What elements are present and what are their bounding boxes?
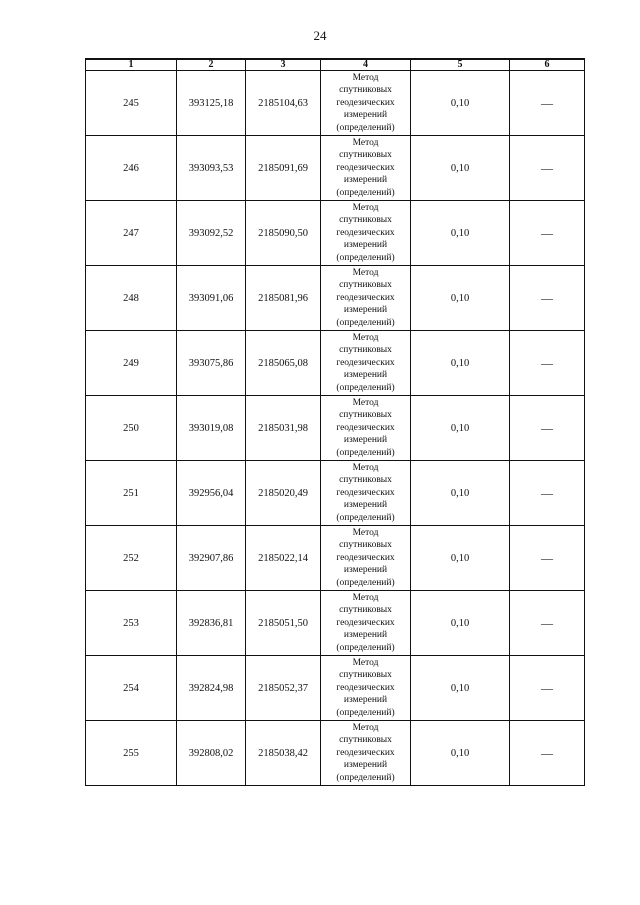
- method-line: спутниковых: [339, 280, 392, 291]
- method-line: измерений: [343, 110, 388, 121]
- point-number-cell: 255: [86, 721, 177, 786]
- page-number: 24: [313, 28, 327, 43]
- method-line: спутниковых: [339, 410, 392, 421]
- point-number-cell: 245: [86, 71, 177, 136]
- method-line: измерений: [343, 305, 388, 316]
- method-line: измерений: [343, 565, 388, 576]
- table-row: [86, 266, 585, 331]
- method-cell: [321, 721, 411, 786]
- note-cell: —: [510, 136, 585, 201]
- accuracy-cell: 0,10: [411, 266, 510, 331]
- method-line: геодезических: [336, 97, 395, 108]
- method-line: спутниковых: [339, 85, 392, 96]
- method-line: геодезических: [336, 552, 395, 563]
- method-line: (определений): [336, 252, 395, 263]
- x-coordinate-cell: 392836,81: [177, 591, 246, 656]
- method-line: (определений): [336, 707, 395, 718]
- note-cell: —: [510, 526, 585, 591]
- accuracy-cell: 0,10: [411, 656, 510, 721]
- method-cell: [321, 71, 411, 136]
- note-cell: —: [510, 396, 585, 461]
- method-line: Метод: [352, 657, 379, 668]
- method-cell: [321, 591, 411, 656]
- note-cell: —: [510, 721, 585, 786]
- table-row: [86, 461, 585, 526]
- y-coordinate-cell: 2185090,50: [246, 201, 321, 266]
- method-line: Метод: [352, 202, 379, 213]
- table-row: [86, 591, 585, 656]
- table-row: [86, 396, 585, 461]
- method-line: (определений): [336, 642, 395, 653]
- y-coordinate-cell: 2185022,14: [246, 526, 321, 591]
- point-number-cell: 246: [86, 136, 177, 201]
- y-coordinate-cell: 2185091,69: [246, 136, 321, 201]
- method-line: геодезических: [336, 747, 395, 758]
- x-coordinate-cell: 392956,04: [177, 461, 246, 526]
- point-number-cell: 252: [86, 526, 177, 591]
- y-coordinate-cell: 2185052,37: [246, 656, 321, 721]
- y-coordinate-cell: 2185051,50: [246, 591, 321, 656]
- point-number-cell: 251: [86, 461, 177, 526]
- table-row: [86, 331, 585, 396]
- x-coordinate-cell: 393093,53: [177, 136, 246, 201]
- table-row: [86, 721, 585, 786]
- method-cell: [321, 266, 411, 331]
- point-number-cell: 254: [86, 656, 177, 721]
- method-line: Метод: [352, 397, 379, 408]
- note-cell: —: [510, 71, 585, 136]
- x-coordinate-cell: 393075,86: [177, 331, 246, 396]
- point-number-cell: 253: [86, 591, 177, 656]
- method-line: Метод: [352, 527, 379, 538]
- x-coordinate-cell: 392808,02: [177, 721, 246, 786]
- method-line: Метод: [352, 592, 379, 603]
- method-line: измерений: [343, 695, 388, 706]
- method-line: (определений): [336, 187, 395, 198]
- point-number-cell: 250: [86, 396, 177, 461]
- y-coordinate-cell: 2185081,96: [246, 266, 321, 331]
- method-cell: [321, 396, 411, 461]
- method-line: геодезических: [336, 162, 395, 173]
- table-row: [86, 136, 585, 201]
- method-line: Метод: [352, 137, 379, 148]
- column-header: 3: [246, 59, 321, 71]
- x-coordinate-cell: 393091,06: [177, 266, 246, 331]
- x-coordinate-cell: 392907,86: [177, 526, 246, 591]
- method-line: (определений): [336, 512, 395, 523]
- method-line: (определений): [336, 577, 395, 588]
- method-line: (определений): [336, 317, 395, 328]
- coordinates-table: [85, 58, 585, 786]
- column-header: 5: [411, 59, 510, 71]
- method-line: геодезических: [336, 227, 395, 238]
- method-line: Метод: [352, 267, 379, 278]
- table-row: [86, 656, 585, 721]
- point-number-cell: 249: [86, 331, 177, 396]
- method-cell: [321, 526, 411, 591]
- table-row: [86, 201, 585, 266]
- table-header-row: [86, 59, 585, 71]
- column-header: 4: [321, 59, 411, 71]
- method-line: измерений: [343, 630, 388, 641]
- accuracy-cell: 0,10: [411, 526, 510, 591]
- method-line: измерений: [343, 760, 388, 771]
- method-cell: [321, 331, 411, 396]
- table-row: [86, 71, 585, 136]
- y-coordinate-cell: 2185065,08: [246, 331, 321, 396]
- accuracy-cell: 0,10: [411, 396, 510, 461]
- method-line: спутниковых: [339, 540, 392, 551]
- column-header: 1: [86, 59, 177, 71]
- method-line: (определений): [336, 772, 395, 783]
- method-line: спутниковых: [339, 150, 392, 161]
- method-cell: [321, 461, 411, 526]
- column-header: 6: [510, 59, 585, 71]
- method-line: измерений: [343, 370, 388, 381]
- point-number-cell: 248: [86, 266, 177, 331]
- column-header: 2: [177, 59, 246, 71]
- y-coordinate-cell: 2185020,49: [246, 461, 321, 526]
- method-line: измерений: [343, 175, 388, 186]
- method-line: Метод: [352, 72, 379, 83]
- method-line: геодезических: [336, 487, 395, 498]
- table-row: [86, 526, 585, 591]
- method-cell: [321, 201, 411, 266]
- y-coordinate-cell: 2185104,63: [246, 71, 321, 136]
- point-number-cell: 247: [86, 201, 177, 266]
- method-line: спутниковых: [339, 605, 392, 616]
- method-line: спутниковых: [339, 670, 392, 681]
- accuracy-cell: 0,10: [411, 201, 510, 266]
- method-line: измерений: [343, 240, 388, 251]
- method-line: (определений): [336, 382, 395, 393]
- accuracy-cell: 0,10: [411, 461, 510, 526]
- method-cell: [321, 656, 411, 721]
- accuracy-cell: 0,10: [411, 71, 510, 136]
- method-line: спутниковых: [339, 215, 392, 226]
- note-cell: —: [510, 266, 585, 331]
- note-cell: —: [510, 461, 585, 526]
- note-cell: —: [510, 656, 585, 721]
- method-line: геодезических: [336, 422, 395, 433]
- x-coordinate-cell: 393125,18: [177, 71, 246, 136]
- accuracy-cell: 0,10: [411, 591, 510, 656]
- method-line: измерений: [343, 500, 388, 511]
- accuracy-cell: 0,10: [411, 331, 510, 396]
- y-coordinate-cell: 2185038,42: [246, 721, 321, 786]
- x-coordinate-cell: 392824,98: [177, 656, 246, 721]
- method-line: геодезических: [336, 617, 395, 628]
- method-cell: [321, 136, 411, 201]
- method-line: измерений: [343, 435, 388, 446]
- accuracy-cell: 0,10: [411, 721, 510, 786]
- y-coordinate-cell: 2185031,98: [246, 396, 321, 461]
- table-body: [86, 71, 585, 786]
- method-line: Метод: [352, 332, 379, 343]
- x-coordinate-cell: 393092,52: [177, 201, 246, 266]
- note-cell: —: [510, 331, 585, 396]
- method-line: (определений): [336, 122, 395, 133]
- method-line: геодезических: [336, 357, 395, 368]
- note-cell: —: [510, 201, 585, 266]
- x-coordinate-cell: 393019,08: [177, 396, 246, 461]
- method-line: Метод: [352, 722, 379, 733]
- method-line: геодезических: [336, 682, 395, 693]
- method-line: спутниковых: [339, 345, 392, 356]
- method-line: Метод: [352, 462, 379, 473]
- accuracy-cell: 0,10: [411, 136, 510, 201]
- method-line: геодезических: [336, 292, 395, 303]
- method-line: (определений): [336, 447, 395, 458]
- method-line: спутниковых: [339, 475, 392, 486]
- method-line: спутниковых: [339, 735, 392, 746]
- note-cell: —: [510, 591, 585, 656]
